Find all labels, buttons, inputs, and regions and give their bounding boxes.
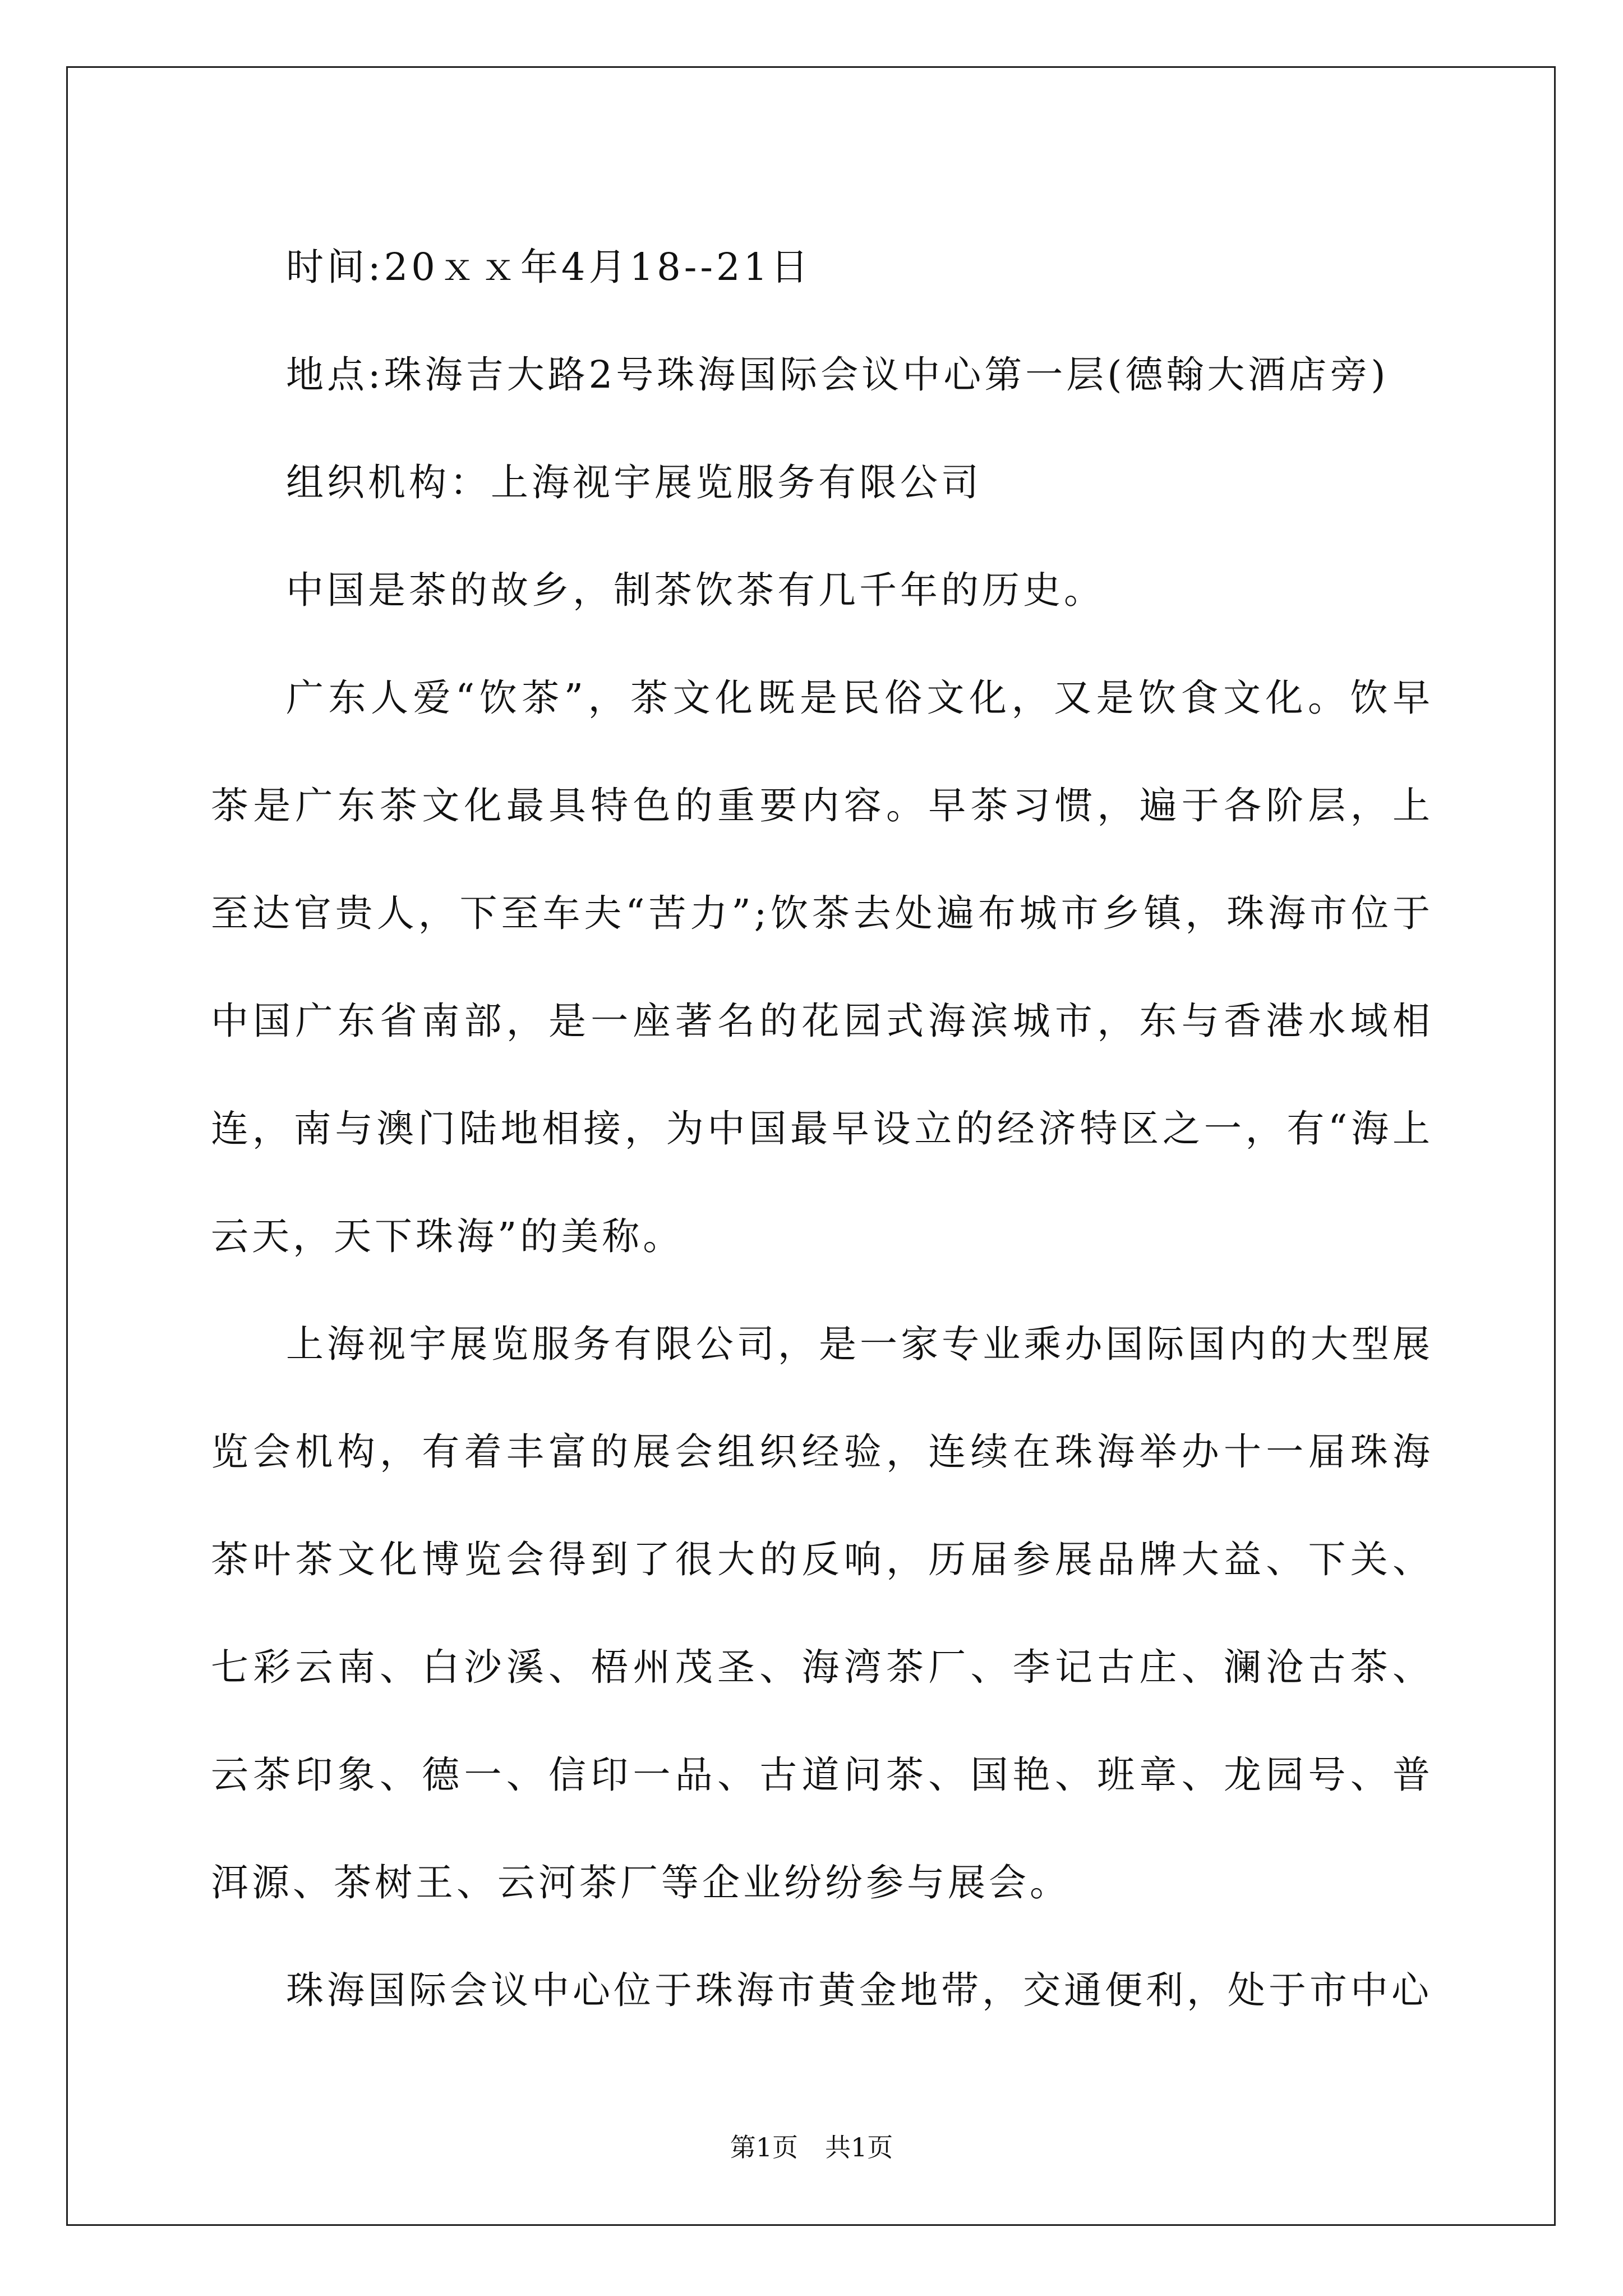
paragraph-location: 地点:珠海吉大路2号珠海国际会议中心第一层(德翰大酒店旁) xyxy=(286,353,1389,397)
paragraph-tea-history: 中国是茶的故乡，制茶饮茶有几千年的历史。 xyxy=(286,568,1105,612)
paragraph-guangdong-tea-culture: 广东人爱“饮茶”，茶文化既是民俗文化，又是饮食文化。饮早茶是广东茶文化最具特色的重要内容。早茶习惯，遍于各阶层，上至达官贵人，下至车夫“苦力”;饮茶去处遍布城市乡镇，珠海市位于中国广东省南部，是一座著名的花园式海滨城市，东与香港水域相连，南与澳门陆地相接，为中国最早设立的经济特区之一，有“海上云天，天下珠海”的美称。 xyxy=(211,676,1433,1258)
page-number: 第1页 xyxy=(730,2132,798,2162)
paragraph-venue: 珠海国际会议中心位于珠海市黄金地带，交通便利，处于市中心 xyxy=(286,1968,1432,2012)
page-footer xyxy=(0,2131,1623,2164)
document-body xyxy=(211,213,1433,2044)
paragraph-time: 时间:20ｘｘ年4月18--21日 xyxy=(286,245,812,289)
paragraph-company-intro: 上海视宇展览服务有限公司，是一家专业乘办国际国内的大型展览会机构，有着丰富的展会组织经验，连续在珠海举办十一届珠海茶叶茶文化博览会得到了很大的反响，历届参展品牌大益、下关、七彩云南、白沙溪、梧州茂圣、海湾茶厂、李记古庄、澜沧古茶、云茶印象、德一、信印一品、古道问茶、国艳、班章、龙园号、普洱源、茶树王、云河茶厂等企业纷纷参与展会。 xyxy=(211,1322,1433,1904)
page-total: 共1页 xyxy=(825,2132,893,2162)
paragraph-organizer: 组织机构：上海视宇展览服务有限公司 xyxy=(286,461,982,504)
